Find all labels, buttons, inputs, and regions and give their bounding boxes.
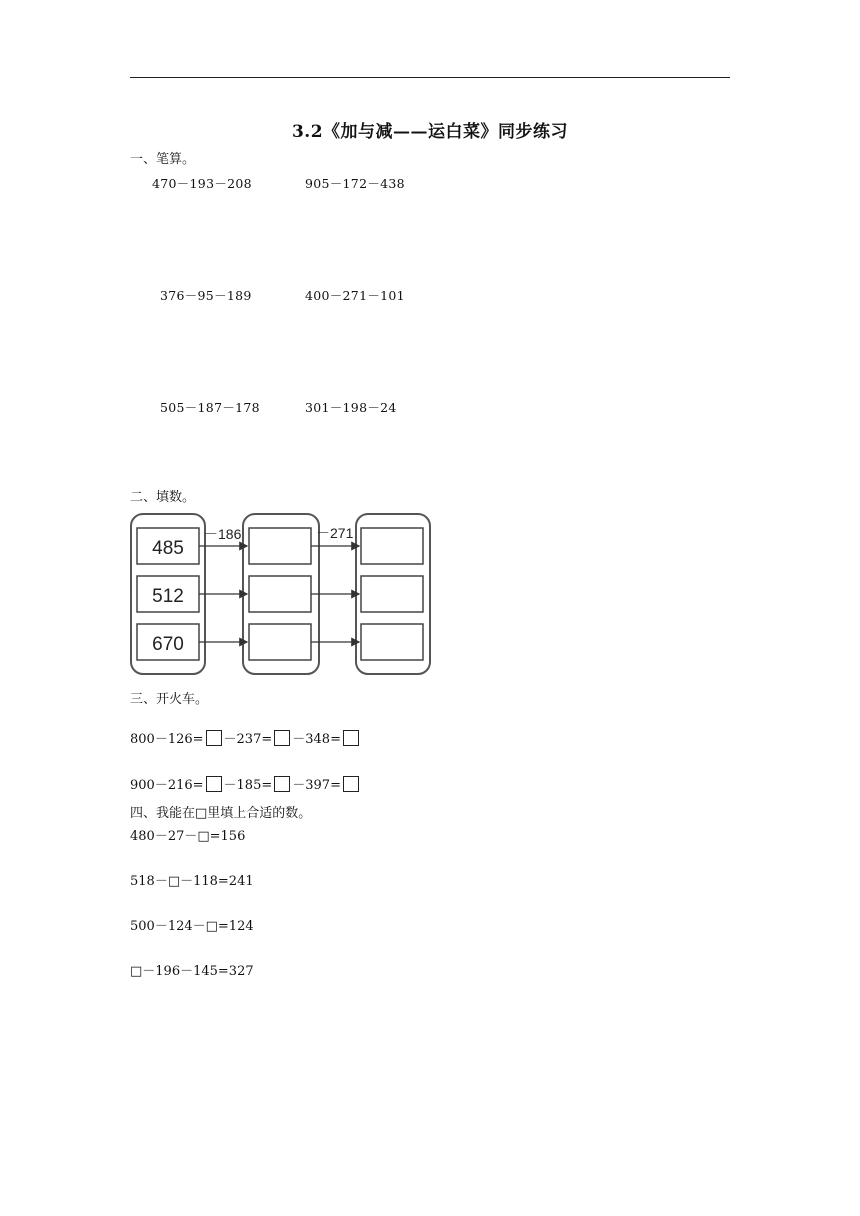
section-2-heading: 二、填数。 — [130, 490, 196, 505]
fill-problem-3: 500－124－□=124 — [130, 919, 254, 934]
fill-problem-2: 518－□－118=241 — [130, 874, 254, 889]
calc-problem-2: 905－172－438 — [305, 176, 405, 191]
answer-square[interactable] — [274, 776, 290, 792]
fill-problem-1: 480－27－□=156 — [130, 829, 246, 844]
calc-problem-6: 301－198－24 — [305, 400, 397, 415]
answer-square[interactable] — [343, 730, 359, 746]
train-2-expr-b: －185= — [223, 778, 273, 793]
calc-problem-5: 505－187－178 — [160, 400, 260, 415]
start-number-1: 485 — [152, 538, 184, 559]
train-1-expr-a: 800－126= — [130, 732, 204, 747]
answer-box-3-3[interactable] — [361, 624, 423, 660]
operation-label-2: －271 — [316, 525, 354, 541]
start-number-3: 670 — [152, 634, 184, 655]
answer-square[interactable] — [206, 776, 222, 792]
header-rule — [130, 77, 730, 78]
train-2-expr-c: －397= — [292, 778, 341, 793]
fill-number-diagram — [129, 510, 431, 676]
start-number-2: 512 — [152, 586, 184, 607]
answer-box-2-2[interactable] — [249, 576, 311, 612]
calc-problem-3: 376－95－189 — [160, 288, 252, 303]
train-row-1 — [130, 728, 361, 747]
page-title: 3.2《加与减——运白菜》同步练习 — [291, 122, 569, 142]
fill-problem-4: □－196－145=327 — [130, 964, 254, 979]
calc-problem-4: 400－271－101 — [305, 288, 405, 303]
section-3-heading: 三、开火车。 — [130, 692, 209, 707]
train-2-expr-a: 900－216= — [130, 778, 204, 793]
section-1-heading: 一、笔算。 — [130, 152, 196, 167]
answer-square[interactable] — [206, 730, 222, 746]
answer-square[interactable] — [343, 776, 359, 792]
train-1-expr-c: －348= — [292, 732, 341, 747]
answer-box-3-2[interactable] — [361, 576, 423, 612]
answer-box-2-3[interactable] — [249, 624, 311, 660]
answer-box-2-1[interactable] — [249, 528, 311, 564]
train-row-2 — [130, 774, 361, 793]
train-1-expr-b: －237= — [223, 732, 273, 747]
answer-square[interactable] — [274, 730, 290, 746]
section-4-heading: 四、我能在□里填上合适的数。 — [130, 806, 312, 821]
operation-label-1: －186 — [204, 526, 242, 542]
calc-problem-1: 470－193－208 — [152, 176, 252, 191]
answer-box-3-1[interactable] — [361, 528, 423, 564]
